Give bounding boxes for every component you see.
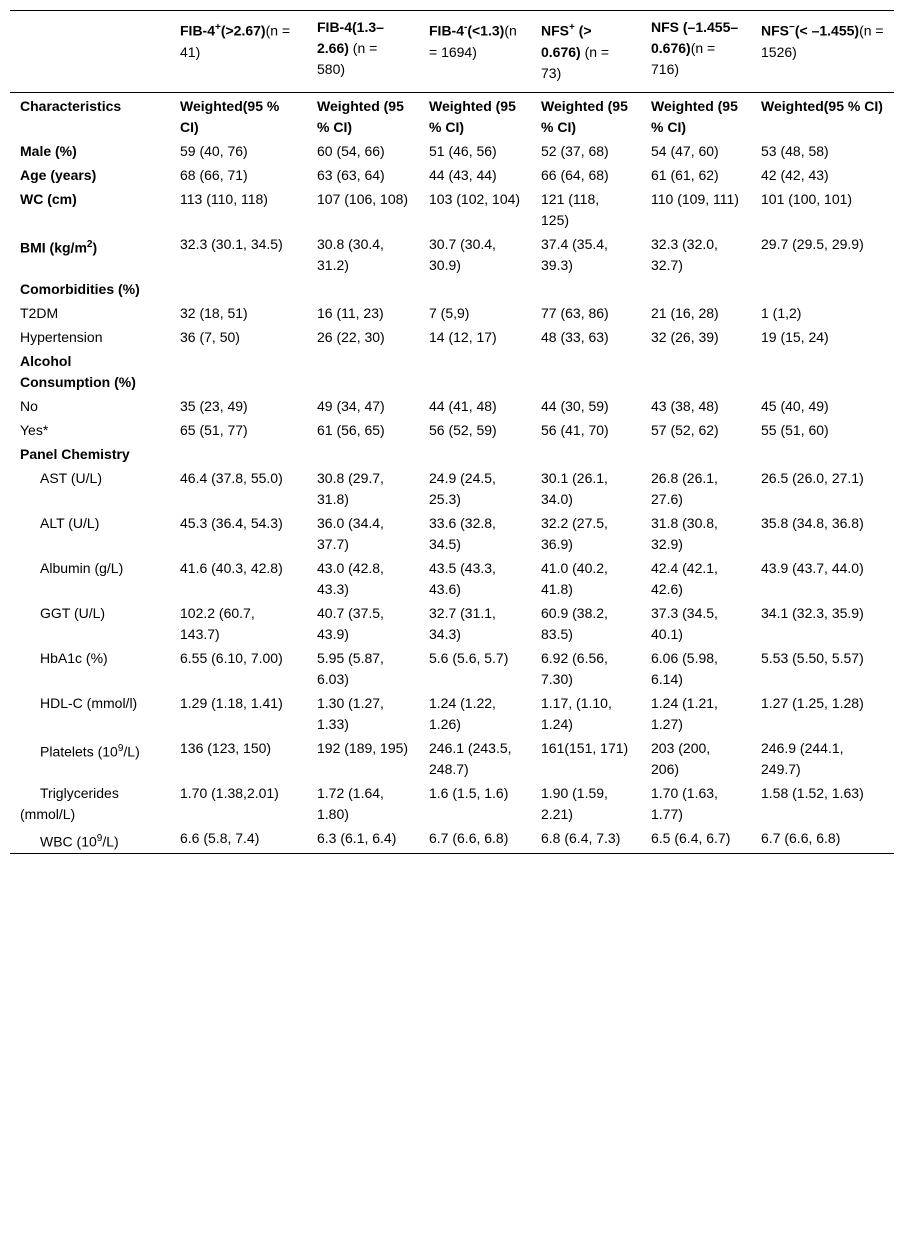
table-cell: 5.6 (5.6, 5.7)	[429, 649, 509, 666]
table-cell	[531, 442, 641, 466]
table-cell: 43.5 (43.3, 43.6)	[429, 559, 496, 597]
table-row	[10, 277, 894, 301]
table-cell: 41.6 (40.3, 42.8)	[180, 559, 283, 576]
table-cell: Weighted (95 % CI)	[317, 97, 404, 135]
table-cell: 121 (118, 125)	[541, 190, 600, 228]
header-n: (n = 716)	[651, 40, 716, 77]
table-cell	[170, 442, 307, 466]
header-n: (n = 73)	[541, 43, 610, 81]
characteristics-table	[10, 10, 894, 854]
row-label	[10, 325, 170, 349]
header-n: (n = 1526)	[761, 22, 884, 60]
table-cell: 30.1 (26.1, 34.0)	[541, 469, 608, 507]
row-label	[10, 601, 170, 646]
row-label-text: Hypertension	[20, 328, 103, 345]
table-cell: 102.2 (60.7, 143.7)	[180, 604, 255, 642]
row-label-text: ALT (U/L)	[40, 514, 100, 531]
table-cell: 41.0 (40.2, 41.8)	[541, 559, 608, 597]
table-cell	[641, 277, 751, 301]
table-cell	[307, 277, 419, 301]
table-row	[10, 736, 894, 781]
row-label-text: Age (years)	[20, 166, 97, 183]
table-cell: 5.95 (5.87, 6.03)	[317, 649, 384, 687]
table-cell: 6.8 (6.4, 7.3)	[541, 829, 621, 846]
table-cell: 21 (16, 28)	[651, 304, 719, 321]
row-label-text: HbA1c (%)	[40, 649, 108, 666]
table-row	[10, 556, 894, 601]
header-n: (n = 1694)	[429, 22, 517, 60]
table-cell: 161(151, 171)	[541, 739, 629, 756]
table-header	[10, 11, 894, 93]
table-cell: 42 (42, 43)	[761, 166, 829, 183]
row-label-text: Characteristics	[20, 97, 122, 114]
table-cell: 48 (33, 63)	[541, 328, 609, 345]
table-cell: 16 (11, 23)	[317, 304, 384, 321]
table-cell	[751, 442, 894, 466]
header-sup: +	[569, 22, 575, 33]
table-cell: 1.6 (1.5, 1.6)	[429, 784, 509, 801]
table-cell: 1 (1,2)	[761, 304, 802, 321]
header-cell	[641, 11, 751, 93]
header-cell	[751, 11, 894, 93]
table-cell: 31.8 (30.8, 32.9)	[651, 514, 718, 552]
header-cell	[307, 11, 419, 93]
table-cell: 32.3 (32.0, 32.7)	[651, 235, 718, 273]
table-cell: Weighted (95 % CI)	[429, 97, 516, 135]
header-range: (< –1.455)	[794, 22, 860, 39]
row-label-text: WC (cm)	[20, 190, 77, 207]
table-cell: 1.24 (1.22, 1.26)	[429, 694, 496, 732]
table-cell: 32 (18, 51)	[180, 304, 248, 321]
row-label	[10, 781, 170, 826]
row-label	[10, 511, 170, 556]
header-row	[10, 11, 894, 93]
header-sup: +	[215, 22, 221, 33]
table-cell: 77 (63, 86)	[541, 304, 609, 321]
table-cell: 60.9 (38.2, 83.5)	[541, 604, 608, 642]
table-cell: 54 (47, 60)	[651, 142, 719, 159]
table-cell: 246.9 (244.1, 249.7)	[761, 739, 844, 777]
table-cell: 1.27 (1.25, 1.28)	[761, 694, 864, 711]
table-cell: 49 (34, 47)	[317, 397, 385, 414]
table-cell: 60 (54, 66)	[317, 142, 385, 159]
table-cell: 5.53 (5.50, 5.57)	[761, 649, 864, 666]
row-label	[10, 139, 170, 163]
table-cell	[531, 349, 641, 394]
header-n: (n = 580)	[317, 40, 378, 77]
table-cell: 46.4 (37.8, 55.0)	[180, 469, 283, 486]
table-cell: 1.70 (1.63, 1.77)	[651, 784, 718, 822]
header-label: FIB-4(1.3–2.66)	[317, 19, 384, 56]
table-cell: 101 (100, 101)	[761, 190, 853, 207]
row-label-text: BMI (kg/m	[20, 239, 87, 256]
table-cell: Weighted (95 % CI)	[651, 97, 738, 135]
table-cell	[170, 349, 307, 394]
header-cell-empty	[10, 11, 170, 93]
table-cell: 35 (23, 49)	[180, 397, 248, 414]
table-cell: 40.7 (37.5, 43.9)	[317, 604, 384, 642]
table-cell: 44 (41, 48)	[429, 397, 497, 414]
table-row	[10, 781, 894, 826]
table-cell: Weighted(95 % CI)	[180, 97, 280, 135]
table-cell: 1.17, (1.10, 1.24)	[541, 694, 612, 732]
table-cell: 30.8 (29.7, 31.8)	[317, 469, 384, 507]
table-container	[10, 10, 894, 854]
table-cell: 1.30 (1.27, 1.33)	[317, 694, 384, 732]
header-range: (>2.67)	[220, 22, 266, 39]
table-cell: 1.58 (1.52, 1.63)	[761, 784, 864, 801]
table-row	[10, 418, 894, 442]
row-label-text: Triglycerides (mmol/L)	[20, 784, 119, 822]
table-cell: 65 (51, 77)	[180, 421, 248, 438]
table-cell: 6.06 (5.98, 6.14)	[651, 649, 718, 687]
table-cell	[641, 442, 751, 466]
row-label-text: AST (U/L)	[40, 469, 102, 486]
row-label	[10, 394, 170, 418]
table-row	[10, 466, 894, 511]
table-row	[10, 301, 894, 325]
table-cell: 26.8 (26.1, 27.6)	[651, 469, 718, 507]
table-cell: 192 (189, 195)	[317, 739, 409, 756]
table-cell: 103 (102, 104)	[429, 190, 521, 207]
table-cell: 1.24 (1.21, 1.27)	[651, 694, 718, 732]
table-cell: 110 (109, 111)	[651, 190, 739, 207]
table-cell: 32.7 (31.1, 34.3)	[429, 604, 496, 642]
table-cell: 1.72 (1.64, 1.80)	[317, 784, 384, 822]
row-label-sup: 9	[96, 832, 103, 844]
header-n: (n = 41)	[180, 22, 291, 60]
table-cell	[419, 442, 531, 466]
table-cell: 61 (61, 62)	[651, 166, 719, 183]
header-sup: -	[464, 22, 468, 33]
row-label-text: WBC (10	[40, 833, 97, 850]
table-cell: 6.5 (6.4, 6.7)	[651, 829, 731, 846]
header-cell	[419, 11, 531, 93]
table-cell: 26.5 (26.0, 27.1)	[761, 469, 864, 486]
table-cell	[751, 277, 894, 301]
table-row	[10, 163, 894, 187]
table-row	[10, 232, 894, 277]
table-cell: 29.7 (29.5, 29.9)	[761, 235, 864, 252]
table-cell: 7 (5,9)	[429, 304, 470, 321]
row-label-end: /L)	[102, 833, 119, 850]
table-cell: 44 (43, 44)	[429, 166, 497, 183]
table-cell: 43.0 (42.8, 43.3)	[317, 559, 384, 597]
row-label	[10, 442, 170, 466]
header-cell	[170, 11, 307, 93]
row-label	[10, 301, 170, 325]
table-cell: 37.4 (35.4, 39.3)	[541, 235, 608, 273]
table-row	[10, 601, 894, 646]
table-cell: 1.70 (1.38,2.01)	[180, 784, 279, 801]
table-cell: 32.2 (27.5, 36.9)	[541, 514, 608, 552]
table-cell: 1.29 (1.18, 1.41)	[180, 694, 283, 711]
table-cell: 26 (22, 30)	[317, 328, 385, 345]
table-cell	[751, 349, 894, 394]
row-label	[10, 826, 170, 854]
row-label	[10, 349, 170, 394]
table-row	[10, 511, 894, 556]
table-cell: 113 (110, 118)	[180, 190, 268, 207]
row-label	[10, 418, 170, 442]
table-cell: 63 (63, 64)	[317, 166, 385, 183]
header-cell	[531, 11, 641, 93]
table-cell: 68 (66, 71)	[180, 166, 248, 183]
table-cell: 53 (48, 58)	[761, 142, 829, 159]
table-cell: 14 (12, 17)	[429, 328, 497, 345]
table-row	[10, 187, 894, 232]
table-cell: 51 (46, 56)	[429, 142, 497, 159]
table-row	[10, 691, 894, 736]
table-cell: 32.3 (30.1, 34.5)	[180, 235, 283, 252]
table-cell: 33.6 (32.8, 34.5)	[429, 514, 496, 552]
table-cell: 44 (30, 59)	[541, 397, 609, 414]
table-row	[10, 646, 894, 691]
table-cell: 1.90 (1.59, 2.21)	[541, 784, 608, 822]
table-cell: 43 (38, 48)	[651, 397, 719, 414]
table-row	[10, 325, 894, 349]
table-cell: 6.7 (6.6, 6.8)	[761, 829, 841, 846]
table-cell: 36.0 (34.4, 37.7)	[317, 514, 384, 552]
row-label-text: No	[20, 397, 38, 414]
table-row	[10, 394, 894, 418]
row-label-text: HDL-C (mmol/l)	[40, 694, 138, 711]
table-cell: 30.7 (30.4, 30.9)	[429, 235, 496, 273]
row-label	[10, 163, 170, 187]
table-cell: 6.55 (6.10, 7.00)	[180, 649, 283, 666]
table-cell	[419, 277, 531, 301]
table-row	[10, 349, 894, 394]
table-cell: 57 (52, 62)	[651, 421, 719, 438]
row-label-text: Yes*	[20, 421, 49, 438]
row-label-end: /L)	[123, 743, 140, 760]
table-cell: 6.92 (6.56, 7.30)	[541, 649, 608, 687]
row-label-text: Albumin (g/L)	[40, 559, 124, 576]
table-cell	[307, 349, 419, 394]
row-label-sup: 9	[117, 742, 124, 754]
header-label: NFS (–1.455–0.676)	[651, 19, 739, 56]
table-cell: 32 (26, 39)	[651, 328, 719, 345]
row-label	[10, 232, 170, 277]
row-label-text: GGT (U/L)	[40, 604, 106, 621]
table-cell: 36 (7, 50)	[180, 328, 240, 345]
table-cell: Weighted (95 % CI)	[541, 97, 628, 135]
table-cell: 55 (51, 60)	[761, 421, 829, 438]
row-label-end: )	[92, 239, 98, 256]
table-cell	[641, 349, 751, 394]
row-label-text: Alcohol Consumption (%)	[20, 352, 136, 390]
table-cell: 52 (37, 68)	[541, 142, 609, 159]
header-range: (<1.3)	[467, 22, 505, 39]
header-range: (> 0.676)	[541, 22, 592, 60]
row-label	[10, 277, 170, 301]
header-label: NFS	[761, 22, 789, 39]
row-label-text: T2DM	[20, 304, 59, 321]
table-cell: 37.3 (34.5, 40.1)	[651, 604, 718, 642]
table-cell: 246.1 (243.5, 248.7)	[429, 739, 512, 777]
table-cell: 61 (56, 65)	[317, 421, 385, 438]
table-cell: 35.8 (34.8, 36.8)	[761, 514, 864, 531]
row-label	[10, 736, 170, 781]
row-label	[10, 92, 170, 139]
table-row	[10, 92, 894, 139]
table-cell: 107 (106, 108)	[317, 190, 409, 207]
table-cell: 45.3 (36.4, 54.3)	[180, 514, 283, 531]
header-label: FIB-4	[429, 22, 464, 39]
row-label	[10, 691, 170, 736]
table-row	[10, 442, 894, 466]
row-label-sup: 2	[86, 238, 93, 250]
table-cell: 19 (15, 24)	[761, 328, 829, 345]
table-cell	[531, 277, 641, 301]
table-cell: 6.7 (6.6, 6.8)	[429, 829, 509, 846]
header-label: NFS	[541, 22, 569, 39]
table-cell: 45 (40, 49)	[761, 397, 829, 414]
table-cell: 30.8 (30.4, 31.2)	[317, 235, 384, 273]
header-label: FIB-4	[180, 22, 215, 39]
row-label-text: Comorbidities (%)	[20, 280, 140, 297]
table-cell: 43.9 (43.7, 44.0)	[761, 559, 864, 576]
table-cell	[419, 349, 531, 394]
row-label	[10, 646, 170, 691]
table-cell: 6.6 (5.8, 7.4)	[180, 829, 260, 846]
table-body	[10, 92, 894, 854]
row-label	[10, 466, 170, 511]
row-label-text: Platelets (10	[40, 743, 118, 760]
table-cell: 66 (64, 68)	[541, 166, 609, 183]
header-sup: −	[789, 22, 795, 33]
table-cell: 6.3 (6.1, 6.4)	[317, 829, 397, 846]
table-row	[10, 139, 894, 163]
row-label	[10, 187, 170, 232]
table-cell: 24.9 (24.5, 25.3)	[429, 469, 496, 507]
row-label-text: Male (%)	[20, 142, 77, 159]
table-cell: Weighted(95 % CI)	[761, 97, 883, 114]
table-cell	[170, 277, 307, 301]
table-cell: 42.4 (42.1, 42.6)	[651, 559, 718, 597]
table-cell: 34.1 (32.3, 35.9)	[761, 604, 864, 621]
table-row	[10, 826, 894, 854]
table-cell: 56 (41, 70)	[541, 421, 609, 438]
row-label-text: Panel Chemistry	[20, 445, 130, 462]
table-cell	[307, 442, 419, 466]
table-cell: 59 (40, 76)	[180, 142, 248, 159]
table-cell: 136 (123, 150)	[180, 739, 272, 756]
table-cell: 203 (200, 206)	[651, 739, 711, 777]
row-label	[10, 556, 170, 601]
table-cell: 56 (52, 59)	[429, 421, 497, 438]
